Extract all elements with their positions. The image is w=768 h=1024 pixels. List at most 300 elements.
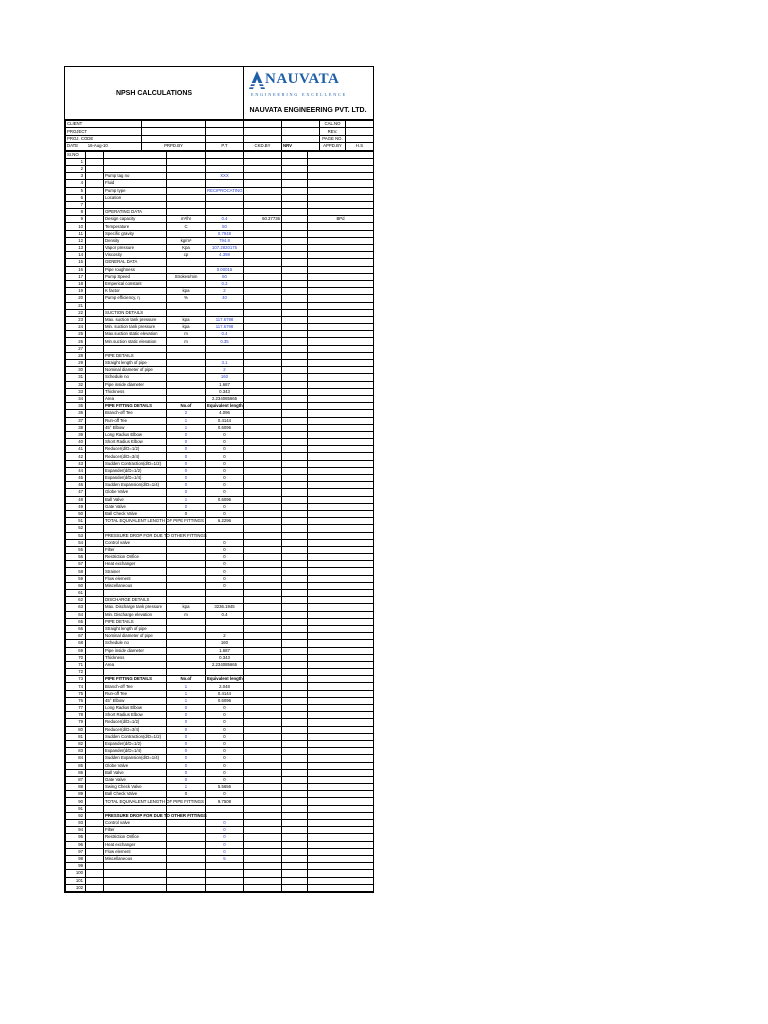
row-unit[interactable] [167, 661, 206, 668]
row-value[interactable]: 0 [206, 705, 244, 712]
row-value[interactable] [206, 625, 244, 632]
row-value[interactable]: 3236.1945 [206, 604, 244, 611]
row-extra[interactable] [244, 453, 282, 460]
row-value[interactable]: 0 [206, 762, 244, 769]
row-value[interactable] [206, 884, 244, 891]
row-value[interactable]: 0 [206, 546, 244, 553]
row-unit[interactable]: 0 [167, 482, 206, 489]
row-value[interactable]: 9.7508 [206, 798, 244, 805]
row-extra[interactable] [244, 259, 282, 266]
row-extra[interactable] [244, 388, 282, 395]
row-unit[interactable]: 0 [167, 439, 206, 446]
row-extra[interactable] [244, 424, 282, 431]
row-extra[interactable] [244, 575, 282, 582]
row-unit[interactable]: kpa [167, 316, 206, 323]
row-value[interactable]: 1.687 [206, 381, 244, 388]
row-unit[interactable]: 0 [167, 762, 206, 769]
row-extra[interactable] [244, 324, 282, 331]
row-value[interactable]: 0 [206, 489, 244, 496]
chkd-value[interactable]: NRV [282, 143, 320, 150]
row-unit[interactable]: 1 [167, 424, 206, 431]
row-extra[interactable] [244, 532, 282, 539]
row-value[interactable]: 1.687 [206, 647, 244, 654]
row-value[interactable]: 0.6096 [206, 697, 244, 704]
row-value[interactable]: 0 [206, 582, 244, 589]
row-unit[interactable]: 0 [167, 460, 206, 467]
row-extra[interactable] [244, 554, 282, 561]
row-value[interactable]: 2 [206, 367, 244, 374]
row-value[interactable]: 4.096 [206, 410, 244, 417]
row-value[interactable]: 2.048 [206, 683, 244, 690]
row-value[interactable]: 5.5656 [206, 784, 244, 791]
row-unit[interactable]: 0 [167, 755, 206, 762]
row-unit[interactable] [167, 309, 206, 316]
row-unit[interactable] [167, 654, 206, 661]
row-value[interactable]: 60 [206, 273, 244, 280]
row-unit[interactable] [167, 187, 206, 194]
row-value[interactable] [206, 302, 244, 309]
row-extra[interactable] [244, 618, 282, 625]
row-unit[interactable]: m [167, 338, 206, 345]
row-value[interactable]: 0 [206, 453, 244, 460]
row-value[interactable]: 0.4 [206, 216, 244, 223]
row-value[interactable]: 2 [206, 288, 244, 295]
row-value[interactable] [206, 525, 244, 532]
row-extra[interactable] [244, 446, 282, 453]
row-unit[interactable]: 0 [167, 446, 206, 453]
row-value[interactable]: 0.2 [206, 280, 244, 287]
row-extra[interactable] [244, 748, 282, 755]
row-value[interactable]: 0 [206, 755, 244, 762]
row-value[interactable]: 794.8 [206, 237, 244, 244]
row-value[interactable]: 0.4144 [206, 690, 244, 697]
row-extra[interactable] [244, 482, 282, 489]
row-extra[interactable] [244, 848, 282, 855]
row-extra[interactable] [244, 726, 282, 733]
row-unit[interactable] [167, 360, 206, 367]
row-extra[interactable] [244, 518, 282, 525]
row-value[interactable]: 0.6096 [206, 424, 244, 431]
row-value[interactable]: 0 [206, 561, 244, 568]
row-extra[interactable] [244, 302, 282, 309]
row-extra[interactable] [244, 661, 282, 668]
row-extra[interactable] [244, 331, 282, 338]
row-unit[interactable] [167, 590, 206, 597]
row-value[interactable]: 0 [206, 748, 244, 755]
row-extra[interactable] [244, 309, 282, 316]
row-extra[interactable] [244, 223, 282, 230]
row-extra[interactable] [244, 676, 282, 683]
row-extra[interactable] [244, 510, 282, 517]
row-unit[interactable] [167, 805, 206, 812]
row-unit[interactable] [167, 165, 206, 172]
row-extra[interactable] [244, 705, 282, 712]
row-unit[interactable] [167, 209, 206, 216]
row-unit[interactable]: 0 [167, 776, 206, 783]
row-unit[interactable]: 0 [167, 769, 206, 776]
row-extra[interactable] [244, 410, 282, 417]
row-unit[interactable]: kpa [167, 604, 206, 611]
row-value[interactable]: 0.00015 [206, 266, 244, 273]
row-unit[interactable] [167, 266, 206, 273]
row-unit[interactable]: 0 [167, 510, 206, 517]
row-unit[interactable]: 1 [167, 690, 206, 697]
row-unit[interactable] [167, 870, 206, 877]
row-value[interactable]: 40 [206, 295, 244, 302]
row-extra[interactable] [244, 338, 282, 345]
row-extra[interactable] [244, 834, 282, 841]
row-value[interactable]: 160 [206, 640, 244, 647]
row-extra[interactable] [244, 640, 282, 647]
row-unit[interactable] [167, 539, 206, 546]
row-value[interactable] [206, 870, 244, 877]
row-unit[interactable] [167, 863, 206, 870]
row-value[interactable]: 0 [206, 733, 244, 740]
row-extra[interactable] [244, 295, 282, 302]
row-extra[interactable] [244, 273, 282, 280]
row-value[interactable]: 4.398 [206, 252, 244, 259]
row-extra[interactable] [244, 360, 282, 367]
row-value[interactable] [206, 805, 244, 812]
row-unit[interactable] [167, 568, 206, 575]
row-extra[interactable] [244, 158, 282, 165]
row-value[interactable]: 0 [206, 475, 244, 482]
row-value[interactable]: 6.2296 [206, 518, 244, 525]
row-unit[interactable] [167, 525, 206, 532]
row-value[interactable]: 0 [206, 482, 244, 489]
row-extra[interactable] [244, 820, 282, 827]
row-unit[interactable] [167, 395, 206, 402]
row-extra[interactable] [244, 855, 282, 862]
row-value[interactable]: 0 [206, 539, 244, 546]
row-value[interactable] [206, 669, 244, 676]
row-extra[interactable] [244, 230, 282, 237]
row-extra[interactable] [244, 352, 282, 359]
row-extra[interactable] [244, 625, 282, 632]
row-unit[interactable] [167, 180, 206, 187]
row-unit[interactable] [167, 554, 206, 561]
row-value[interactable]: 117.6798 [206, 324, 244, 331]
row-extra[interactable] [244, 827, 282, 834]
row-unit[interactable] [167, 625, 206, 632]
row-unit[interactable] [167, 374, 206, 381]
row-extra[interactable] [244, 784, 282, 791]
row-value[interactable] [206, 209, 244, 216]
row-value[interactable]: Equivalent length [207, 676, 243, 682]
row-value[interactable]: 0 [206, 431, 244, 438]
row-value[interactable]: 0 [206, 841, 244, 848]
row-extra[interactable] [244, 345, 282, 352]
row-unit[interactable] [167, 597, 206, 604]
row-unit[interactable]: 0 [167, 712, 206, 719]
row-unit[interactable] [167, 352, 206, 359]
row-extra[interactable] [244, 712, 282, 719]
row-extra[interactable] [244, 165, 282, 172]
row-value[interactable]: 0 [206, 834, 244, 841]
row-extra[interactable] [244, 180, 282, 187]
row-extra[interactable] [244, 870, 282, 877]
row-extra[interactable] [244, 740, 282, 747]
row-unit[interactable]: kpa [167, 288, 206, 295]
row-extra[interactable] [244, 173, 282, 180]
row-value[interactable]: 3.1 [206, 360, 244, 367]
row-value[interactable]: 0 [206, 712, 244, 719]
row-unit[interactable]: 0 [167, 489, 206, 496]
row-value[interactable]: 117.6798 [206, 316, 244, 323]
row-unit[interactable]: C [167, 223, 206, 230]
row-value[interactable]: RECIPROCATING [207, 187, 243, 193]
row-extra[interactable] [244, 546, 282, 553]
row-value[interactable]: 0 [206, 827, 244, 834]
row-unit[interactable]: kpa [167, 324, 206, 331]
row-extra[interactable] [244, 417, 282, 424]
row-value[interactable] [206, 201, 244, 208]
row-extra[interactable] [244, 884, 282, 891]
row-extra[interactable] [244, 877, 282, 884]
row-unit[interactable]: 1 [167, 683, 206, 690]
row-extra[interactable] [244, 539, 282, 546]
row-unit[interactable]: No.of [167, 403, 206, 410]
row-extra[interactable] [244, 475, 282, 482]
row-extra[interactable] [244, 863, 282, 870]
row-extra[interactable] [244, 690, 282, 697]
row-unit[interactable]: Strokes/min [167, 273, 206, 280]
row-unit[interactable]: 1 [167, 697, 206, 704]
row-value[interactable]: Equivalent length [207, 403, 243, 409]
row-value[interactable]: 0 [206, 791, 244, 798]
row-value[interactable] [206, 158, 244, 165]
cal-no-value[interactable] [346, 121, 374, 128]
row-unit[interactable]: 0 [167, 791, 206, 798]
row-extra[interactable] [244, 791, 282, 798]
row-unit[interactable]: kg/m³ [167, 237, 206, 244]
row-value[interactable] [206, 597, 244, 604]
row-value[interactable] [206, 532, 244, 539]
row-value[interactable] [206, 618, 244, 625]
row-unit[interactable]: cp [167, 252, 206, 259]
row-value[interactable] [206, 345, 244, 352]
row-value[interactable]: 0.7948 [206, 230, 244, 237]
row-extra[interactable] [244, 503, 282, 510]
row-value[interactable]: 2.234085665 [206, 395, 244, 402]
row-value[interactable] [206, 259, 244, 266]
row-extra[interactable] [244, 762, 282, 769]
row-extra[interactable] [244, 633, 282, 640]
row-extra[interactable] [244, 252, 282, 259]
row-extra[interactable] [244, 805, 282, 812]
appd-value[interactable]: H.S [346, 143, 374, 150]
row-value[interactable]: 0.343 [206, 654, 244, 661]
row-unit[interactable] [167, 647, 206, 654]
row-unit[interactable] [167, 877, 206, 884]
row-extra[interactable] [244, 568, 282, 575]
row-unit[interactable] [167, 834, 206, 841]
row-value[interactable] [206, 590, 244, 597]
row-extra[interactable] [244, 719, 282, 726]
row-unit[interactable]: 1 [167, 784, 206, 791]
row-unit[interactable]: 1 [167, 496, 206, 503]
row-unit[interactable]: % [167, 295, 206, 302]
row-unit[interactable] [167, 158, 206, 165]
row-value[interactable]: 0 [206, 554, 244, 561]
row-extra[interactable] [244, 431, 282, 438]
prpd-value[interactable]: P.T [206, 143, 244, 150]
row-unit[interactable] [167, 345, 206, 352]
row-value[interactable] [206, 165, 244, 172]
row-value[interactable]: 160 [206, 374, 244, 381]
row-value[interactable] [206, 194, 244, 201]
row-extra[interactable] [244, 467, 282, 474]
row-value[interactable]: 0 [206, 719, 244, 726]
row-extra[interactable] [244, 611, 282, 618]
row-value[interactable]: 2.234085665 [206, 661, 244, 668]
row-value[interactable]: 50 [206, 223, 244, 230]
row-value[interactable] [206, 877, 244, 884]
row-extra[interactable] [244, 316, 282, 323]
row-value[interactable]: 0 [206, 460, 244, 467]
row-extra[interactable] [244, 798, 282, 805]
client-value[interactable] [142, 121, 206, 128]
row-extra[interactable] [244, 403, 282, 410]
row-unit[interactable] [167, 855, 206, 862]
row-value[interactable]: 0 [206, 726, 244, 733]
row-extra[interactable] [244, 812, 282, 819]
row-value[interactable]: 0 [206, 439, 244, 446]
row-extra[interactable] [244, 187, 282, 194]
page-no-value[interactable] [346, 135, 374, 142]
row-unit[interactable]: 0 [167, 740, 206, 747]
row-extra[interactable] [244, 733, 282, 740]
row-extra[interactable] [244, 280, 282, 287]
row-unit[interactable] [167, 820, 206, 827]
row-extra[interactable] [244, 697, 282, 704]
row-unit[interactable] [167, 302, 206, 309]
row-unit[interactable] [167, 388, 206, 395]
row-value[interactable]: 0 [206, 848, 244, 855]
row-unit[interactable] [167, 173, 206, 180]
row-unit[interactable] [167, 201, 206, 208]
row-extra[interactable] [244, 647, 282, 654]
row-unit[interactable] [167, 194, 206, 201]
row-unit[interactable] [167, 575, 206, 582]
row-value[interactable]: 0 [206, 575, 244, 582]
row-unit[interactable]: Kpa [167, 245, 206, 252]
row-extra[interactable] [244, 489, 282, 496]
row-extra[interactable] [244, 582, 282, 589]
row-value[interactable] [206, 863, 244, 870]
row-value[interactable]: 0 [206, 769, 244, 776]
row-unit[interactable] [167, 367, 206, 374]
row-extra[interactable] [244, 755, 282, 762]
row-value[interactable]: 2 [206, 633, 244, 640]
row-value[interactable] [206, 180, 244, 187]
row-unit[interactable]: 0 [167, 503, 206, 510]
row-value[interactable]: 0.4144 [206, 417, 244, 424]
row-extra[interactable] [244, 266, 282, 273]
row-unit[interactable]: m [167, 331, 206, 338]
row-value[interactable]: 0 [206, 467, 244, 474]
project-value[interactable] [142, 128, 206, 135]
row-unit[interactable]: 0 [167, 719, 206, 726]
row-value[interactable] [206, 812, 244, 819]
row-unit[interactable]: 0 [167, 475, 206, 482]
row-value[interactable]: 0.35 [206, 338, 244, 345]
row-value[interactable]: 0 [206, 446, 244, 453]
row-unit[interactable] [167, 848, 206, 855]
row-unit[interactable]: 0 [167, 431, 206, 438]
row-unit[interactable] [167, 884, 206, 891]
row-extra[interactable] [244, 237, 282, 244]
row-value[interactable] [206, 309, 244, 316]
row-unit[interactable]: No.of [167, 676, 206, 683]
row-unit[interactable]: 0 [167, 748, 206, 755]
row-unit[interactable] [167, 640, 206, 647]
row-extra[interactable] [244, 460, 282, 467]
row-unit[interactable]: 0 [167, 726, 206, 733]
date-value[interactable]: 16-Aug-10 [87, 143, 108, 149]
row-extra[interactable] [244, 367, 282, 374]
row-unit[interactable]: 0 [167, 453, 206, 460]
row-unit[interactable] [167, 669, 206, 676]
row-unit[interactable]: 2 [167, 410, 206, 417]
row-unit[interactable] [167, 582, 206, 589]
row-unit[interactable] [167, 381, 206, 388]
row-value[interactable]: 0.343 [206, 388, 244, 395]
row-unit[interactable] [167, 259, 206, 266]
row-unit[interactable]: 1 [167, 417, 206, 424]
row-value[interactable]: 0.6096 [206, 496, 244, 503]
row-extra[interactable] [244, 776, 282, 783]
row-extra[interactable]: 60.37736 [244, 216, 282, 223]
row-extra[interactable] [244, 245, 282, 252]
row-extra[interactable] [244, 496, 282, 503]
row-unit[interactable]: 0 [167, 467, 206, 474]
rev-value[interactable] [346, 128, 374, 135]
row-unit[interactable]: m³/hr [167, 216, 206, 223]
row-unit[interactable] [167, 561, 206, 568]
row-extra[interactable] [244, 194, 282, 201]
row-value[interactable] [206, 352, 244, 359]
row-value[interactable]: 0.4 [206, 331, 244, 338]
row-unit[interactable] [167, 841, 206, 848]
row-extra[interactable] [244, 439, 282, 446]
row-extra[interactable] [244, 654, 282, 661]
row-extra[interactable] [244, 604, 282, 611]
row-extra[interactable] [244, 395, 282, 402]
row-extra[interactable] [244, 590, 282, 597]
row-value[interactable]: XXX [206, 173, 244, 180]
row-extra[interactable] [244, 288, 282, 295]
row-extra[interactable] [244, 597, 282, 604]
row-value[interactable]: 0 [206, 740, 244, 747]
row-value[interactable]: 0 [206, 776, 244, 783]
row-extra[interactable] [244, 525, 282, 532]
row-unit[interactable] [167, 280, 206, 287]
row-extra[interactable] [244, 769, 282, 776]
row-unit[interactable] [167, 546, 206, 553]
row-extra[interactable] [244, 561, 282, 568]
row-value[interactable]: 0 [206, 503, 244, 510]
row-extra[interactable] [244, 381, 282, 388]
row-extra[interactable] [244, 209, 282, 216]
row-value[interactable]: 0 [206, 568, 244, 575]
row-value[interactable]: 107.2820175 [206, 245, 244, 252]
row-extra[interactable] [244, 669, 282, 676]
row-unit[interactable] [167, 230, 206, 237]
proj-code-value[interactable] [142, 135, 206, 142]
row-value[interactable]: 0.4 [206, 611, 244, 618]
row-extra[interactable] [244, 683, 282, 690]
